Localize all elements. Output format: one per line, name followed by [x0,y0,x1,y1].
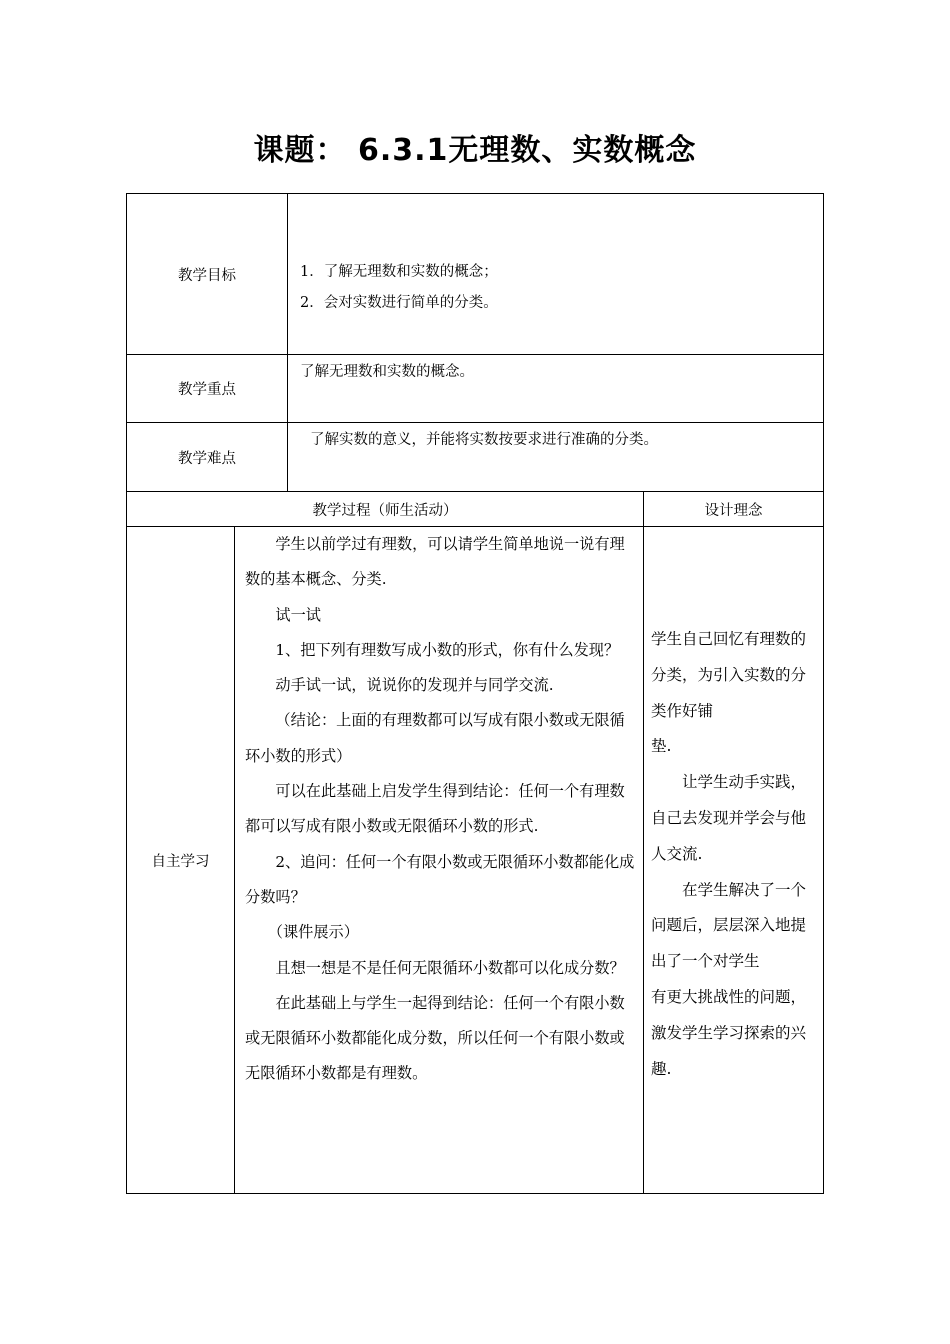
process-paragraph: 且想一想是不是任何无限循环小数都可以化成分数？ [275,958,625,977]
concept-paragraph: 学生自己回忆有理数的分类，为引入实数的分类作好铺 [651,630,807,720]
goals-label-cell [126,193,288,355]
concept-header-cell [643,491,824,527]
difficulties-content-cell [287,422,824,492]
difficulties-label-cell [126,422,288,492]
process-paragraph: 动手试一试，说说你的发现并与同学交流. [275,676,554,695]
process-paragraph: 1、把下列有理数写成小数的形式，你有什么发现？ [275,640,620,659]
process-paragraph: 2、追问：任何一个有限小数或无限循环小数都能化成分数吗？ [245,852,635,906]
concept-paragraph: 让学生动手实践，自己去发现并学会与他人交流. [651,773,807,863]
concept-header: 设计理念 [704,502,763,519]
process-paragraph: 可以在此基础上启发学生得到结论：任何一个有理数都可以写成有限小数或无限循环小数的形式. [245,782,625,836]
process-paragraph: 学生以前学过有理数，可以请学生简单地说一说有理数的基本概念、分类. [245,535,625,589]
goals-list [300,257,498,319]
concept-content-cell [643,526,824,1194]
key-points-label-cell [126,354,288,423]
section-label-cell [126,526,235,1194]
process-header-cell [126,491,644,527]
process-paragraph: 在此基础上与学生一起得到结论：任何一个有限小数或无限循环小数都能化成分数，所以任何一个有限小数或无限循环小数都是有理数。 [245,993,625,1083]
process-header: 教学过程（师生活动） [312,502,458,519]
key-points-label: 教学重点 [178,382,236,398]
difficulties-text: 了解实数的意义，并能将实数按要求进行准确的分类。 [310,432,658,448]
concept-paragraph: 垫. [651,737,672,756]
goal-item: 1．了解无理数和实数的概念； [300,264,498,280]
section-label: 自主学习 [151,853,210,870]
concept-paragraph: 在学生解决了一个问题后，层层深入地提出了一个对学生 [651,880,807,971]
key-points-content-cell [287,354,824,423]
key-points-text: 了解无理数和实数的概念。 [300,364,474,380]
process-content-cell [234,526,644,1194]
goals-content-cell [287,193,824,355]
process-paragraph: （结论：上面的有理数都可以写成有限小数或无限循环小数的形式） [245,711,625,765]
process-text [245,527,638,1092]
concept-paragraph: 有更大挑战性的问题，激发学生学习探索的兴趣. [651,987,807,1078]
concept-text [651,622,818,1087]
page-title: 课题： 6.3.1无理数、实数概念 [253,133,697,168]
goal-item: 2．会对实数进行简单的分类。 [300,295,498,311]
goals-label: 教学目标 [178,267,236,284]
process-paragraph: 试一试 [275,605,321,624]
process-paragraph: （课件展示） [267,923,359,942]
difficulties-label: 教学难点 [178,450,236,467]
